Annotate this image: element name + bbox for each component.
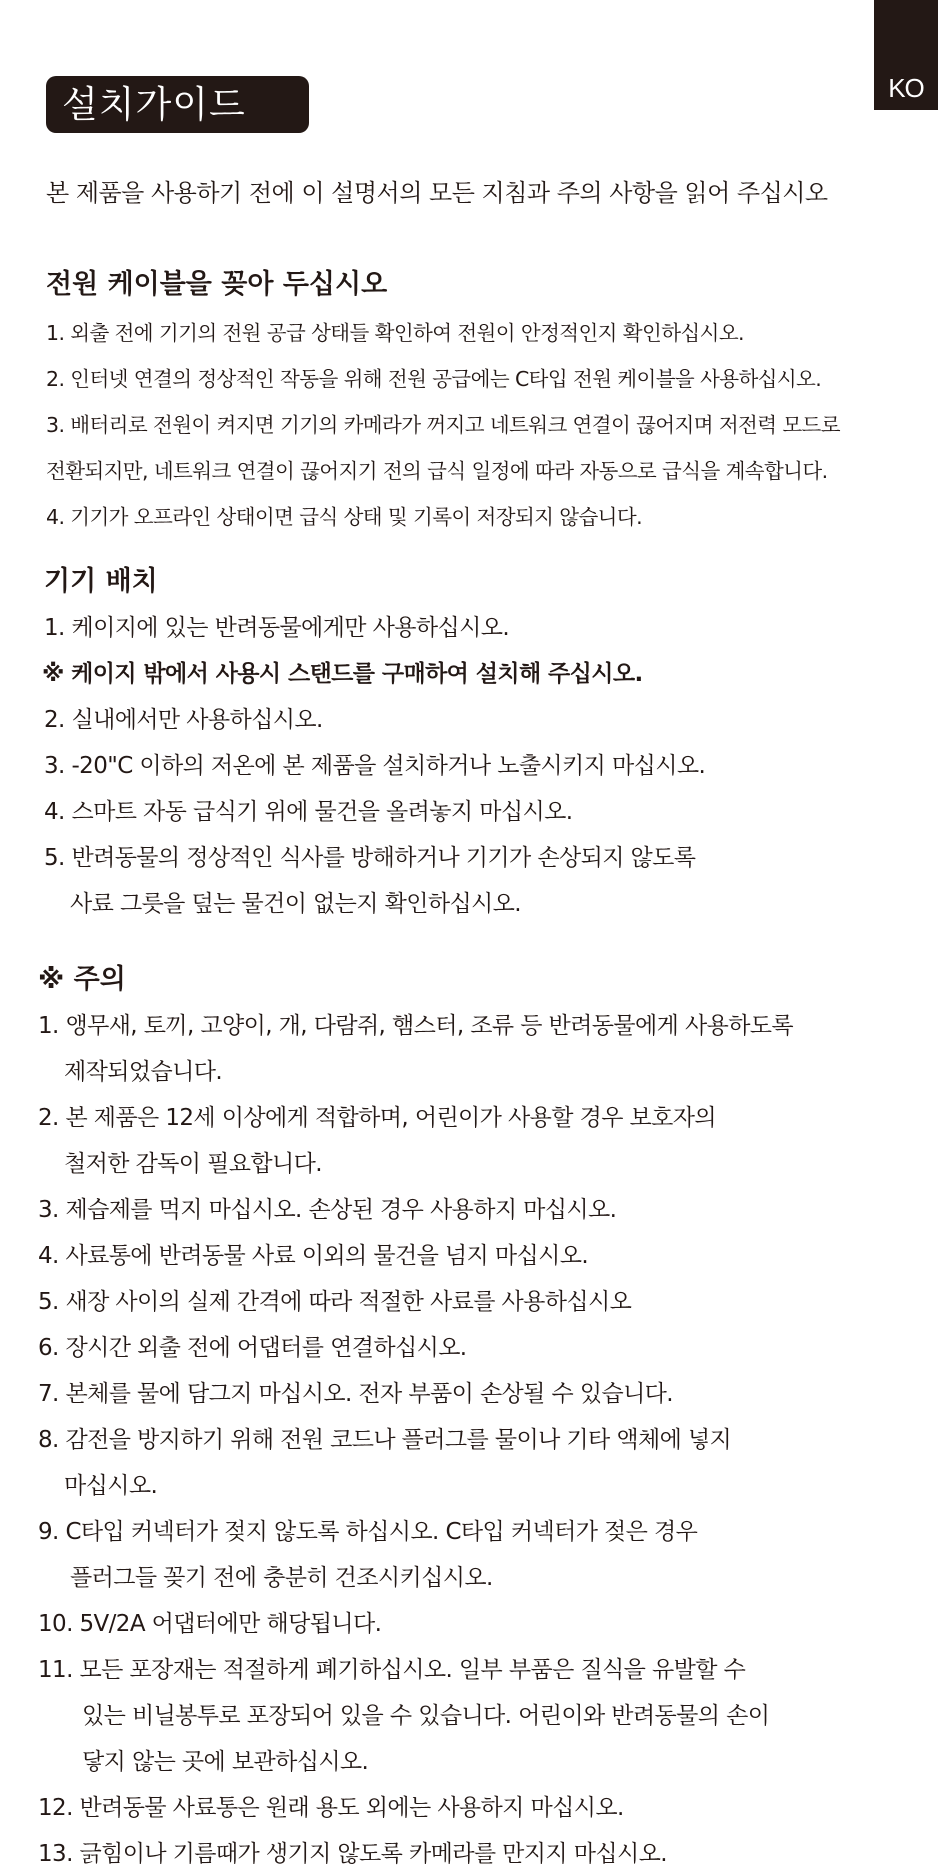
- intro-text: 본 제품을 사용하기 전에 이 설명서의 모든 지침과 주의 사항을 읽어 주십시오: [46, 179, 828, 207]
- list-item-continuation: 제작되었습니다.: [64, 1059, 223, 1085]
- page-title: 설치가이드: [46, 76, 309, 133]
- list-item: 12. 반려동물 사료통은 원래 용도 외에는 사용하지 마십시오.: [38, 1795, 624, 1821]
- list-item: 8. 감전을 방지하기 위해 전원 코드나 플러그를 물이나 기타 액체에 넣지: [38, 1427, 732, 1453]
- language-tab: [874, 0, 938, 110]
- list-item-continuation: 사료 그릇을 덮는 물건이 없는지 확인하십시오.: [70, 891, 522, 917]
- list-item: 2. 인터넷 연결의 정상적인 작동을 위해 전원 공급에는 C타입 전원 케이블을 사용하십시오.: [46, 367, 822, 391]
- list-item-continuation: 플러그들 꽂기 전에 충분히 건조시키십시오.: [70, 1565, 493, 1591]
- list-item-continuation: 철저한 감독이 필요합니다.: [64, 1151, 322, 1177]
- list-item: 2. 실내에서만 사용하십시오.: [44, 707, 323, 733]
- list-item: 3. -20"C 이하의 저온에 본 제품을 설치하거나 노출시키지 마십시오.: [44, 753, 706, 779]
- list-item: 5. 새장 사이의 실제 간격에 따라 적절한 사료를 사용하십시오: [38, 1289, 632, 1315]
- list-item: 6. 장시간 외출 전에 어댑터를 연결하십시오.: [38, 1335, 467, 1361]
- list-item: 9. C타입 커넥터가 젖지 않도록 하십시오. C타입 커넥터가 젖은 경우: [38, 1519, 698, 1545]
- list-item: 2. 본 제품은 12세 이상에게 적합하며, 어린이가 사용할 경우 보호자의: [38, 1105, 716, 1131]
- list-item: 5. 반려동물의 정상적인 식사를 방해하거나 기기가 손상되지 않도록: [44, 845, 696, 871]
- list-item: 11. 모든 포장재는 적절하게 폐기하십시오. 일부 부품은 질식을 유발할 수: [38, 1657, 746, 1683]
- list-item: 4. 사료통에 반려동물 사료 이외의 물건을 넘지 마십시오.: [38, 1243, 589, 1269]
- list-item: 10. 5V/2A 어댑터에만 해당됩니다.: [38, 1611, 382, 1637]
- list-item: 1. 케이지에 있는 반려동물에게만 사용하십시오.: [44, 615, 510, 641]
- list-item: 3. 제습제를 먹지 마십시오. 손상된 경우 사용하지 마십시오.: [38, 1197, 617, 1223]
- list-item: 4. 기기가 오프라인 상태이면 급식 상태 및 기록이 저장되지 않습니다.: [46, 505, 643, 529]
- list-item-continuation: 있는 비닐봉투로 포장되어 있을 수 있습니다. 어린이와 반려동물의 손이: [82, 1703, 770, 1729]
- list-item: 4. 스마트 자동 급식기 위에 물건을 올려놓지 마십시오.: [44, 799, 573, 825]
- section-heading: 기기 배치: [44, 566, 158, 597]
- section-heading: ※ 주의: [38, 964, 126, 995]
- list-item: 1. 외출 전에 기기의 전원 공급 상태들 확인하여 전원이 안정적인지 확인하십시오.: [46, 321, 744, 345]
- list-item: 7. 본체를 물에 담그지 마십시오. 전자 부품이 손상될 수 있습니다.: [38, 1381, 674, 1407]
- language-code: KO: [888, 73, 924, 103]
- section-heading: 전원 케이블을 꽂아 두십시오: [46, 269, 388, 300]
- list-item: 1. 앵무새, 토끼, 고양이, 개, 다람쥐, 햄스터, 조류 등 반려동물에게 사용하도록: [38, 1013, 794, 1039]
- list-item: 13. 긁힘이나 기름때가 생기지 않도록 카메라를 만지지 마십시오.: [38, 1841, 667, 1867]
- notice-item: ※ 케이지 밖에서 사용시 스탠드를 구매하여 설치해 주십시오.: [42, 661, 643, 687]
- list-item-continuation: 전환되지만, 네트워크 연결이 끊어지기 전의 급식 일정에 따라 자동으로 급식을 계속합니다.: [46, 459, 828, 483]
- list-item: 3. 배터리로 전원이 켜지면 기기의 카메라가 꺼지고 네트워크 연결이 끊어지며 저전력 모드로: [46, 413, 840, 437]
- list-item-continuation: 닿지 않는 곳에 보관하십시오.: [82, 1749, 369, 1775]
- list-item-continuation: 마십시오.: [64, 1473, 158, 1499]
